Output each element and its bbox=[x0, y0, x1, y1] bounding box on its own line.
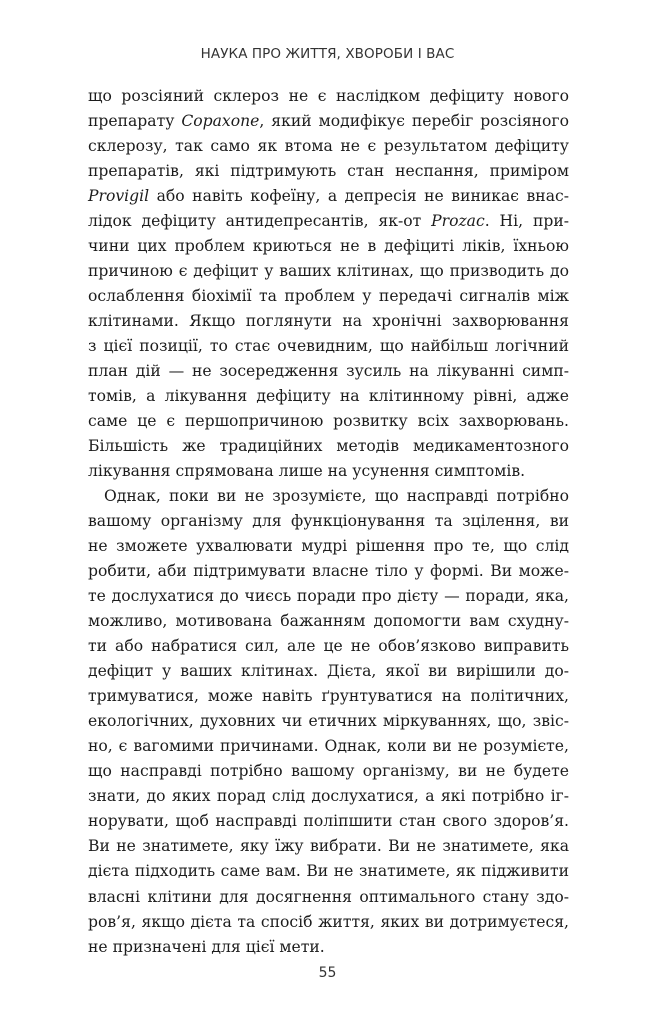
text-segment: лідок дефіциту антидепресантів, як-от bbox=[88, 212, 432, 231]
text-segment: , який модифікує перебіг розсіяного bbox=[259, 112, 569, 131]
text-segment: вашому організму для функціонування та зцілення, ви bbox=[88, 512, 569, 531]
text-line bbox=[88, 409, 569, 434]
text-line bbox=[88, 634, 569, 659]
text-segment: план дій — не зосередження зусиль на лікуванні симп- bbox=[88, 362, 569, 381]
text-line bbox=[88, 759, 569, 784]
text-line bbox=[88, 859, 569, 884]
text-segment: Більшість же традиційних методів медикаментозного bbox=[88, 437, 569, 456]
text-segment: причиною є дефіцит у ваших клітинах, що призводить до bbox=[88, 262, 569, 281]
text-segment: склерозу, так само як втома не є результатом дефіциту bbox=[88, 137, 569, 156]
text-segment: те дослухатися до чиєсь поради про дієту — поради, яка, bbox=[88, 587, 569, 606]
text-line bbox=[88, 684, 569, 709]
text-segment: лікування спрямована лише на усунення симптомів. bbox=[88, 462, 526, 481]
text-segment: ослаблення біохімії та проблем у передачі сигналів між bbox=[88, 287, 569, 306]
text-line bbox=[88, 584, 569, 609]
text-segment: дієта підходить саме вам. Ви не знатимете, як підживити bbox=[88, 862, 569, 881]
text-segment: препаратів, які підтримують стан неспання, приміром bbox=[88, 162, 569, 181]
text-segment: ров’я, якщо дієта та спосіб життя, яких ви дотримуєтеся, bbox=[88, 912, 569, 931]
text-segment: клітинами. Якщо поглянути на хронічні захворювання bbox=[88, 312, 569, 331]
text-segment: екологічних, духовних чи етичних міркуваннях, що, звіс- bbox=[88, 712, 569, 731]
text-line bbox=[88, 259, 569, 284]
text-line bbox=[88, 559, 569, 584]
text-line bbox=[88, 834, 569, 859]
text-line bbox=[88, 484, 569, 509]
text-segment: норувати, щоб насправді поліпшити стан свого здоров’я. bbox=[88, 812, 569, 831]
text-segment: тримуватися, може навіть ґрунтуватися на політичних, bbox=[88, 687, 569, 706]
text-line bbox=[88, 910, 569, 935]
text-segment: робити, аби підтримувати власне тіло у формі. Ви може- bbox=[88, 562, 569, 581]
text-line bbox=[88, 384, 569, 409]
text-line bbox=[88, 885, 569, 910]
text-segment: або навіть кофеїну, а депресія не виникає внас- bbox=[149, 187, 569, 206]
text-line bbox=[88, 709, 569, 734]
italic-drug-name: Prozac bbox=[431, 212, 485, 231]
text-line bbox=[88, 159, 569, 184]
text-line bbox=[88, 284, 569, 309]
text-segment: Ви не знатимете, яку їжу вибрати. Ви не знатимете, яка bbox=[88, 837, 569, 856]
text-segment: з цієї позиції, то стає очевидним, що найбільш логічний bbox=[88, 337, 569, 356]
text-segment: не призначені для цієї мети. bbox=[88, 937, 325, 956]
text-segment: що насправді потрібно вашому організму, ви не будете bbox=[88, 762, 569, 781]
text-segment: препарату bbox=[88, 112, 182, 131]
page-number: 55 bbox=[318, 965, 337, 981]
text-line bbox=[88, 184, 569, 209]
text-line bbox=[88, 334, 569, 359]
running-header: НАУКА ПРО ЖИТТЯ, ХВОРОБИ І ВАС bbox=[200, 46, 455, 62]
text-line bbox=[88, 609, 569, 634]
text-segment: чини цих проблем криються не в дефіциті ліків, їхньою bbox=[88, 237, 569, 256]
text-segment: Однак, поки ви не зрозумієте, що насправді потрібно bbox=[104, 487, 569, 506]
italic-drug-name: Copaxone bbox=[181, 112, 260, 131]
text-segment: дефіцит у ваших клітинах. Дієта, якої ви вирішили до- bbox=[88, 662, 569, 681]
text-line bbox=[88, 935, 569, 960]
text-line bbox=[88, 509, 569, 534]
text-line bbox=[88, 659, 569, 684]
text-line bbox=[88, 434, 569, 459]
text-line bbox=[88, 209, 569, 234]
text-segment: саме це є першопричиною розвитку всіх захворювань. bbox=[88, 412, 569, 431]
text-line bbox=[88, 309, 569, 334]
text-line bbox=[88, 109, 569, 134]
text-line bbox=[88, 459, 569, 484]
text-line bbox=[88, 809, 569, 834]
text-line bbox=[88, 134, 569, 159]
text-line bbox=[88, 359, 569, 384]
paragraph bbox=[88, 84, 569, 484]
text-segment: ти або набратися сил, але це не обов’язково виправить bbox=[88, 637, 569, 656]
text-segment: но, є вагомими причинами. Однак, коли ви не розумієте, bbox=[88, 737, 569, 756]
text-line bbox=[88, 84, 569, 109]
text-line bbox=[88, 534, 569, 559]
text-segment: . Ні, при- bbox=[484, 212, 569, 231]
text-line bbox=[88, 234, 569, 259]
body-text bbox=[88, 84, 569, 960]
text-line bbox=[88, 784, 569, 809]
text-segment: що розсіяний склероз не є наслідком дефіциту нового bbox=[88, 87, 569, 105]
text-line bbox=[88, 734, 569, 759]
paragraph bbox=[88, 484, 569, 959]
text-segment: знати, до яких порад слід дослухатися, а які потрібно іг- bbox=[88, 787, 569, 806]
italic-drug-name: Provigil bbox=[88, 187, 150, 206]
text-segment: томів, а лікування дефіциту на клітинному рівні, адже bbox=[88, 387, 569, 406]
text-segment: не зможете ухвалювати мудрі рішення про те, що слід bbox=[88, 537, 569, 556]
text-segment: можливо, мотивована бажанням допомогти вам схудну- bbox=[88, 612, 569, 631]
text-segment: власні клітини для досягнення оптимального стану здо- bbox=[88, 887, 569, 906]
